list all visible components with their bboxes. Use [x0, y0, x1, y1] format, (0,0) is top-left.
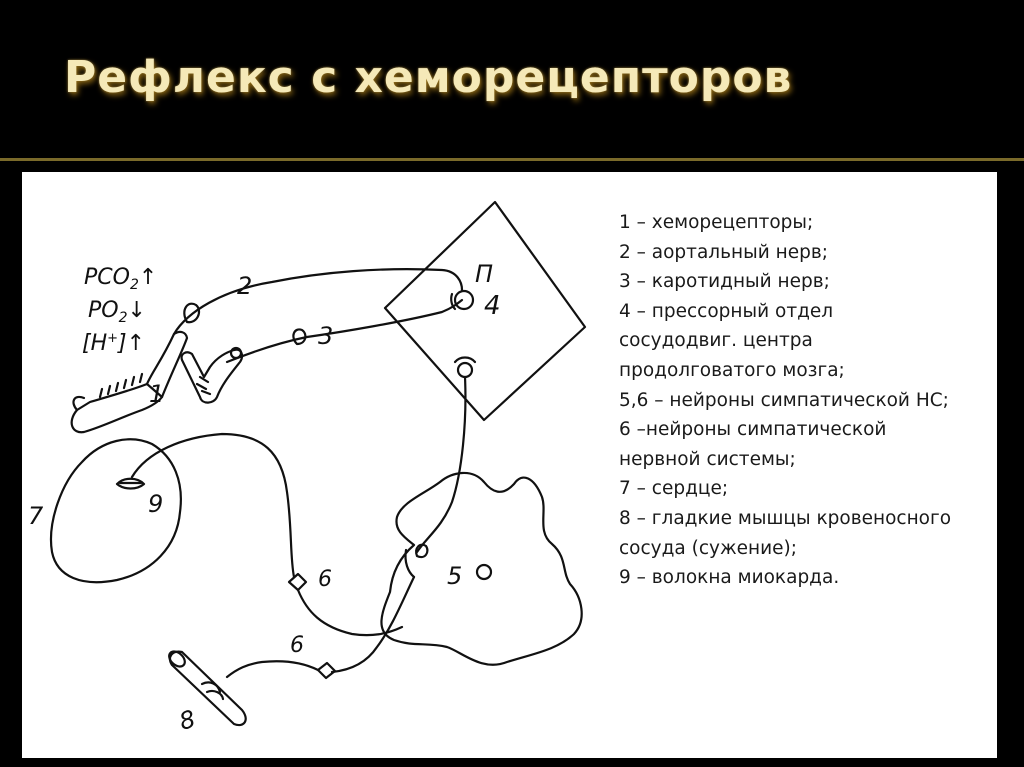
- label-3: 3: [318, 322, 334, 350]
- title-bar: [0, 0, 1024, 160]
- content-panel: [22, 172, 997, 758]
- legend-item: 5,6 – нейроны симпатической НС;: [619, 389, 949, 411]
- label-2: 2: [237, 272, 253, 300]
- diamond-lower-neuron: [458, 363, 472, 377]
- vascular-nerve: [332, 577, 414, 672]
- legend-item: 3 – каротидный нерв;: [619, 271, 830, 293]
- legend-item: 8 – гладкие мышцы кровеносного: [619, 507, 952, 529]
- legend-item: 2 – аортальный нерв;: [619, 241, 828, 263]
- reflex-diagram: [22, 172, 622, 758]
- legend-item: продолговатого мозга;: [619, 359, 845, 381]
- legend-list: [619, 208, 995, 593]
- legend-item: 4 – прессорный отдел: [619, 300, 834, 322]
- label-8: 8: [176, 704, 199, 736]
- legend-item: 7 – сердце;: [619, 478, 729, 500]
- legend-item: сосудодвиг. центра: [619, 330, 813, 352]
- neuron-6-lower: [318, 663, 335, 678]
- stimulus-h: [H+]↑: [82, 331, 146, 356]
- label-1: 1: [149, 380, 165, 408]
- carotid-nerve-3: [227, 300, 462, 362]
- slide-title: Рефлекс с хеморецепторов: [64, 52, 793, 103]
- label-4: 4: [484, 291, 501, 321]
- label-6-upper: 6: [318, 567, 332, 592]
- legend-item: нервной системы;: [619, 448, 796, 470]
- label-p: П: [475, 260, 494, 288]
- label-7: 7: [28, 502, 44, 530]
- stimulus-pco2: $PCO_2↑$: [84, 265, 158, 293]
- neuron-6-upper: [289, 574, 306, 590]
- pressor-neuron: [455, 291, 473, 309]
- sympathetic-ganglion: [381, 473, 581, 665]
- label-6-lower: 6: [290, 633, 304, 658]
- legend-item: 1 – хеморецепторы;: [619, 212, 814, 233]
- legend-item: сосуда (сужение);: [619, 537, 797, 559]
- label-9: 9: [148, 490, 164, 518]
- legend-item: 9 – волокна миокарда.: [619, 567, 840, 589]
- descending-path: [417, 377, 465, 552]
- ganglion-neuron: [477, 565, 491, 579]
- stimulus-po2: $PO_2↓$: [88, 298, 146, 326]
- title-divider: [0, 158, 1024, 161]
- legend-item: 6 –нейроны симпатической: [619, 419, 887, 441]
- stimuli-group: [82, 265, 157, 356]
- label-5: 5: [447, 562, 463, 590]
